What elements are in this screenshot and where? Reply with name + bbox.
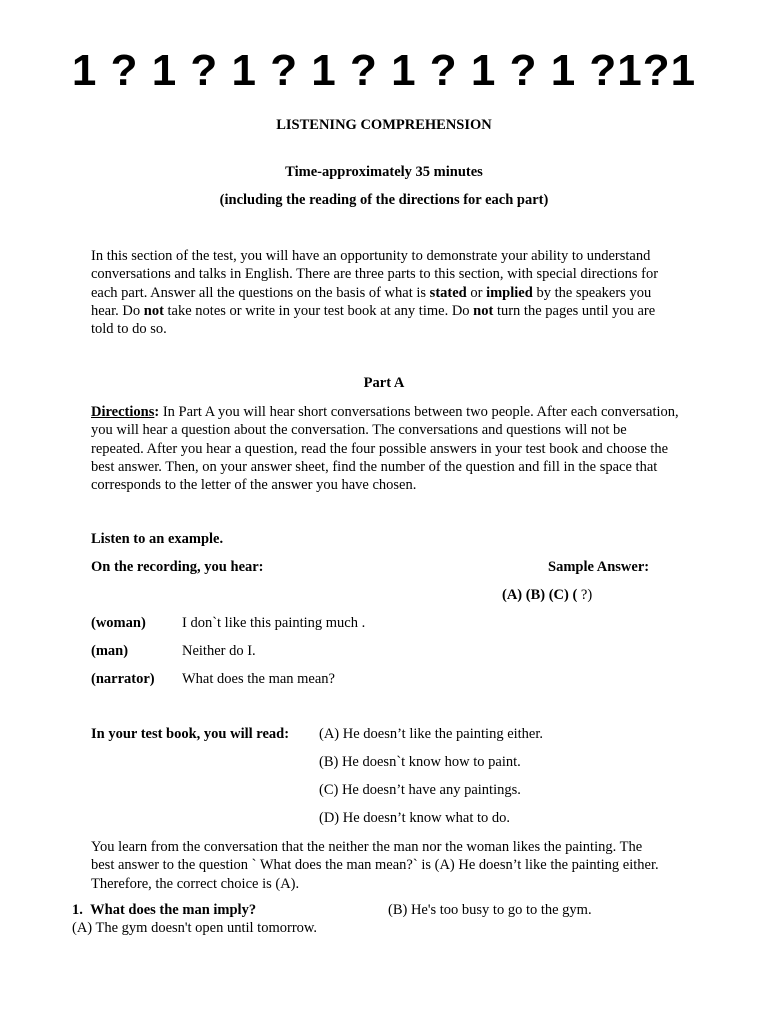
- page-number-banner: 1 ? 1 ? 1 ? 1 ? 1 ? 1 ? 1 ?1?1: [71, 46, 697, 95]
- directions-label: Directions: [91, 404, 155, 420]
- speaker-narrator: (narrator): [91, 671, 155, 687]
- question-number: 1.: [72, 902, 83, 918]
- listen-example-label: Listen to an example.: [91, 531, 224, 547]
- speaker-woman: (woman): [91, 615, 146, 631]
- part-a-heading: Part A: [363, 375, 405, 391]
- example-option-d: (D) He doesn’t know what to do.: [319, 810, 511, 826]
- sample-answer-label: Sample Answer:: [548, 559, 650, 575]
- recording-label: On the recording, you hear:: [91, 559, 264, 575]
- intro-paragraph: In this section of the test, you will have an opportunity to demonstrate your ability to understand conversations and talks in English. There are three parts to this section, with special directions for each part. Answer all the questions on the basis of what is stated or implied by the speakers you hear. Do not take notes or write in your test book at any time. Do not turn the pages until you are told to do so.: [91, 248, 659, 338]
- question-1-prompt: [72, 902, 256, 919]
- line-narrator: What does the man mean?: [182, 671, 335, 687]
- example-option-b: (B) He doesn`t know how to paint.: [319, 754, 521, 770]
- line-man: Neither do I.: [182, 643, 256, 659]
- example-option-c: (C) He doesn’t have any paintings.: [319, 782, 521, 798]
- test-book-label: In your test book, you will read:: [91, 726, 290, 742]
- question-1-option-b: (B) He's too busy to go to the gym.: [388, 902, 592, 918]
- time-line: Time-approximately 35 minutes: [285, 164, 483, 180]
- question-text: What does the man imply?: [90, 902, 257, 918]
- section-title: LISTENING COMPREHENSION: [276, 117, 492, 133]
- speaker-man: (man): [91, 643, 129, 659]
- time-note: (including the reading of the directions for each part): [219, 192, 549, 208]
- sample-answer-choices: (A) (B) (C) ( ?): [502, 587, 593, 603]
- sample-answer-mark: ?: [580, 587, 588, 603]
- example-option-a: (A) He doesn’t like the painting either.: [319, 726, 544, 742]
- line-woman: I don`t like this painting much .: [182, 615, 366, 631]
- question-1-option-a: (A) The gym doesn't open until tomorrow.: [72, 920, 318, 936]
- directions-paragraph: Directions: In Part A you will hear short conversations between two people. After each conversation, you will hear a question about the conversation. The conversations and questions will not be repeated. After you hear a question, read the four possible answers in your test book and choose the best answer. Then, on your answer sheet, find the number of the question and fill in the space that corresponds to the letter of the answer you have chosen.: [91, 404, 679, 494]
- explanation-paragraph: You learn from the conversation that the neither the man nor the woman likes the painting. The best answer to the question ` What does the man mean?` is (A) He doesn’t like the painting either. Therefore, the correct choice is (A).: [91, 839, 659, 892]
